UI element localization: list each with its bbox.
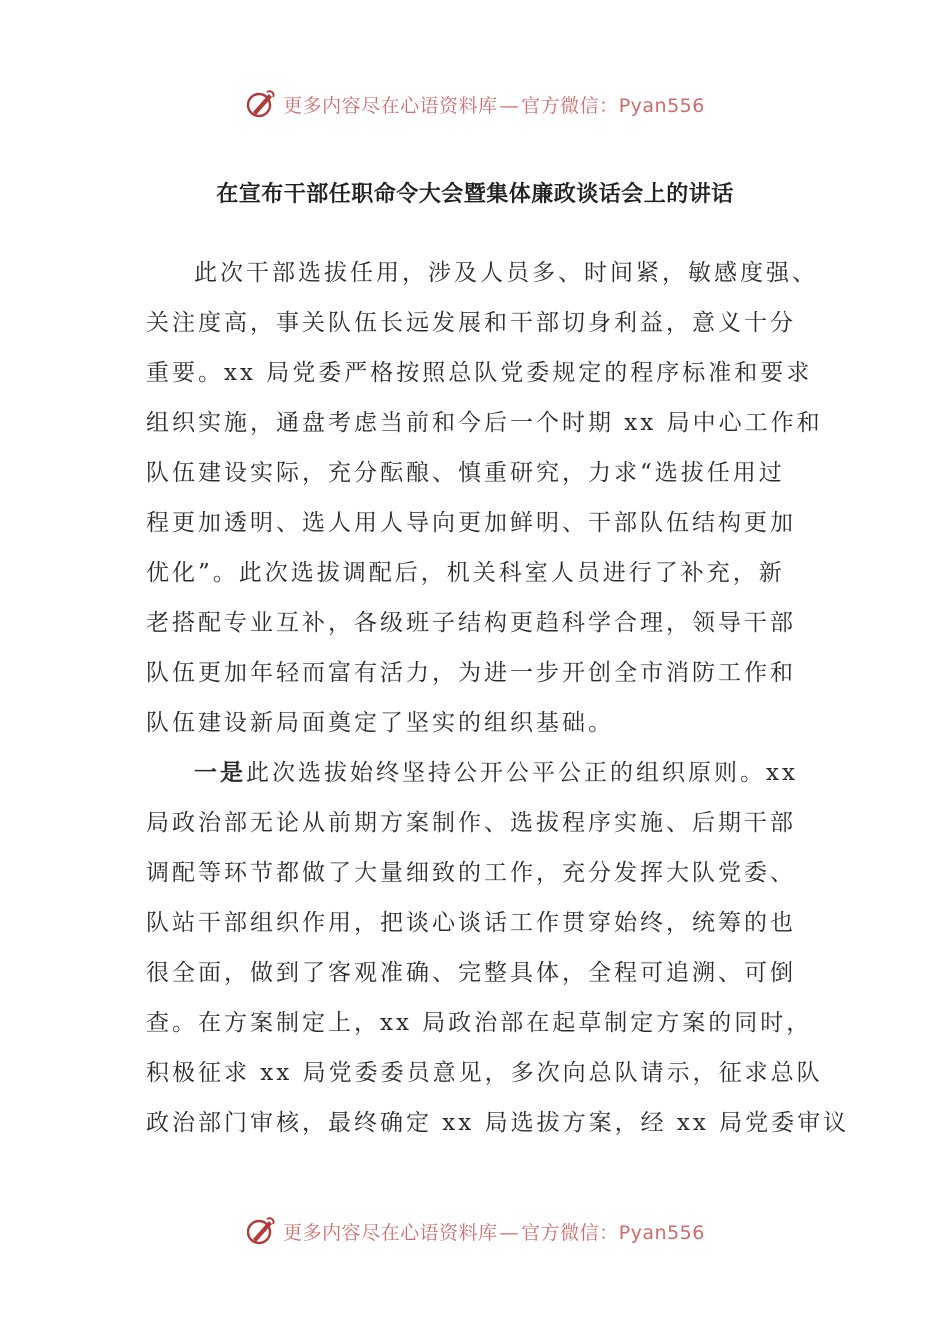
paragraph-lead: 一是	[194, 760, 246, 786]
body-line: 此次干部选拔任用，涉及人员多、时间紧，敏感度强、	[194, 260, 818, 286]
body-line: 队伍更加年轻而富有活力，为进一步开创全市消防工作和	[146, 660, 796, 686]
quill-seal-icon	[245, 88, 277, 120]
paragraph-text: 此次选拔始终坚持公开公平公正的组织原则。xx	[246, 760, 798, 786]
paragraph-two-first-line	[146, 748, 806, 798]
body-line: 关注度高，事关队伍长远发展和干部切身利益，意义十分	[146, 310, 796, 336]
banner-text	[283, 1218, 705, 1245]
body-line: 老搭配专业互补，各级班子结构更趋科学合理，领导干部	[146, 610, 796, 636]
body-line: 政治部门审核，最终确定 xx 局选拔方案，经 xx 局党委审议	[146, 1110, 850, 1136]
body-line: 组织实施，通盘考虑当前和今后一个时期 xx 局中心工作和	[146, 410, 823, 436]
body-line: 积极征求 xx 局党委委员意见，多次向总队请示，征求总队	[146, 1060, 823, 1086]
body-line: 很全面，做到了客观准确、完整具体，全程可追溯、可倒	[146, 960, 796, 986]
banner-text	[283, 91, 705, 118]
document-body	[146, 248, 850, 1148]
body-line: 队站干部组织作用，把谈心谈话工作贯穿始终，统筹的也	[146, 910, 796, 936]
body-line: 程更加透明、选人用人导向更加鲜明、干部队伍结构更加	[146, 510, 796, 536]
body-line: 队伍建设新局面奠定了坚实的组织基础。	[146, 710, 614, 736]
banner-wechat-id: Pyan556	[618, 1221, 705, 1244]
body-line: 重要。xx 局党委严格按照总队党委规定的程序标准和要求	[146, 360, 813, 386]
banner-separator: —	[499, 1221, 520, 1244]
body-line: 队伍建设实际，充分酝酿、慎重研究，力求“选拔任用过	[146, 460, 785, 486]
banner-wechat-id: Pyan556	[618, 94, 705, 117]
banner-separator: —	[499, 94, 520, 117]
document-title: 在宣布干部任职命令大会暨集体廉政谈话会上的讲话	[216, 182, 734, 207]
header-banner	[0, 82, 950, 126]
banner-label: 官方微信：	[521, 1221, 619, 1244]
body-line: 局政治部无论从前期方案制作、选拔程序实施、后期干部	[146, 810, 796, 836]
banner-slogan: 更多内容尽在心语资料库	[283, 1221, 498, 1244]
body-line: 调配等环节都做了大量细致的工作，充分发挥大队党委、	[146, 860, 796, 886]
banner-slogan: 更多内容尽在心语资料库	[283, 94, 498, 117]
quill-seal-icon	[245, 1215, 277, 1247]
banner-label: 官方微信：	[521, 94, 619, 117]
footer-banner	[0, 1209, 950, 1253]
body-line: 优化”。此次选拔调配后，机关科室人员进行了补充，新	[146, 560, 785, 586]
body-line: 查。在方案制定上，xx 局政治部在起草制定方案的同时，	[146, 1010, 813, 1036]
